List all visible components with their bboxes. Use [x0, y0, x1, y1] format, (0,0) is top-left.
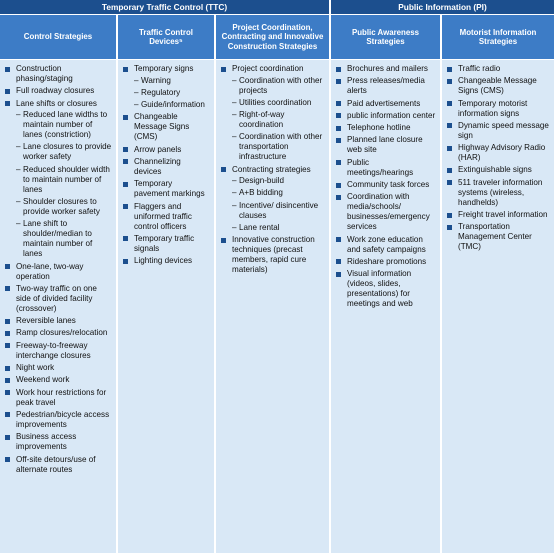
list-item-label: Channelizing devices: [134, 156, 181, 176]
list-item: [122, 157, 210, 177]
sub-list-item: – Reduced shoulder width to maintain number of lanes: [16, 165, 112, 195]
list-item: [446, 99, 550, 119]
sub-list-item: – Design-build: [232, 176, 325, 186]
list-item-label: Coordination with media/schools/ businesses/emergency services: [347, 192, 430, 232]
list-item: [335, 192, 436, 232]
list-item-label: Temporary pavement markings: [134, 179, 205, 199]
project-coordination-column: [216, 60, 329, 553]
list-item-label: Press releases/media alerts: [347, 76, 425, 96]
list-item: [4, 328, 112, 338]
list-item: [446, 222, 550, 252]
list-item-label: Freight travel information: [458, 210, 548, 220]
list-item-label: Traffic radio: [458, 64, 501, 73]
list-item-label: Work hour restrictions for peak travel: [16, 387, 107, 407]
list-item-label: Pedestrian/bicycle access improvements: [16, 409, 110, 429]
list-item: [4, 99, 112, 260]
list-item-label: Planned lane closure web site: [347, 135, 423, 155]
list-item: [335, 235, 436, 255]
list-item-label: Flaggers and uniformed traffic control officers: [134, 201, 192, 231]
list-item-label: Innovative construction techniques (precast members, rapid cure materials): [232, 235, 315, 275]
list-item-label: Weekend work: [16, 375, 70, 385]
list-item-label: Temporary traffic signals: [134, 233, 195, 253]
sub-list: [134, 76, 210, 111]
public-awareness-header: Public Awareness Strategies: [331, 15, 440, 59]
list-item: [446, 143, 550, 163]
list-item: [335, 123, 436, 133]
list-item: [4, 341, 112, 361]
list-item: [4, 375, 112, 385]
list-item-label: Transportation Management Center (TMC): [458, 222, 532, 252]
list-item: [335, 158, 436, 178]
list-item-label: Highway Advisory Radio (HAR): [458, 143, 546, 163]
motorist-information-column: [442, 60, 554, 553]
list-item: [122, 145, 210, 155]
list-item-label: Visual information (videos, slides, presentations) for meetings and web: [347, 269, 413, 309]
list-item: [4, 262, 112, 282]
list-item: [4, 86, 112, 96]
list-item-label: Telephone hotline: [347, 123, 411, 133]
sub-list-item: – Lane closures to provide worker safety: [16, 142, 112, 162]
sub-list-item: – Warning: [134, 76, 210, 86]
list-item-label: Contracting strategies: [232, 164, 311, 174]
pi-group-header: Public Information (PI): [331, 0, 554, 14]
list-item-label: Lane shifts or closures: [16, 98, 97, 108]
list-item: [335, 135, 436, 155]
motorist-information-header: Motorist Information Strategies: [442, 15, 554, 59]
public-awareness-column: [331, 60, 440, 553]
sub-list: [16, 110, 112, 259]
list-item-label: Night work: [16, 363, 55, 373]
list-item-label: Changeable Message Signs (CMS): [458, 76, 537, 96]
list-item: [335, 257, 436, 267]
list-item: [4, 410, 112, 430]
sub-list-item: – Coordination with other projects: [232, 76, 325, 96]
sub-list-item: – Shoulder closures to provide worker safety: [16, 197, 112, 217]
list-item-label: Project coordination: [232, 64, 304, 73]
list-item: [4, 316, 112, 326]
list-item: [335, 180, 436, 190]
sub-list-item: – Regulatory: [134, 88, 210, 98]
list-item-label: Brochures and mailers: [347, 64, 428, 73]
sub-list-item: – Utilities coordination: [232, 98, 325, 108]
list-item: [4, 388, 112, 408]
list-item: [122, 64, 210, 110]
list-item: [4, 64, 112, 84]
traffic-control-devices-header: Traffic Control Devices⁵: [118, 15, 214, 59]
list-item: [335, 111, 436, 121]
list-item-label: Freeway-to-freeway interchange closures: [16, 340, 91, 360]
list-item-label: Extinguishable signs: [458, 165, 532, 175]
sub-list-item: – Right-of-way coordination: [232, 110, 325, 130]
list-item: [446, 64, 550, 74]
sub-list-item: – Incentive/ disincentive clauses: [232, 201, 325, 221]
list-item-label: public information center: [347, 110, 436, 120]
list-item: [446, 165, 550, 175]
list-item-label: Community task forces: [347, 180, 430, 190]
list-item-label: Construction phasing/staging: [16, 64, 73, 83]
list-item: [4, 363, 112, 373]
list-item: [4, 432, 112, 452]
list-item: [446, 76, 550, 96]
list-item-label: Paid advertisements: [347, 98, 421, 108]
list-item: [446, 210, 550, 220]
list-item: [335, 269, 436, 309]
sub-list-item: – Lane shift to shoulder/median to maintain number of lanes: [16, 219, 112, 259]
list-item-label: Ramp closures/relocation: [16, 328, 108, 338]
list-item-label: 511 traveler information systems (wireless, handhelds): [458, 177, 543, 207]
list-item-label: Lighting devices: [134, 256, 193, 266]
list-item: [122, 202, 210, 232]
control-strategies-header: Control Strategies: [0, 15, 116, 59]
list-item: [335, 99, 436, 109]
list-item-label: Temporary motorist information signs: [458, 98, 528, 118]
list-item-label: Arrow panels: [134, 144, 182, 154]
sub-list-item: – A+B bidding: [232, 188, 325, 198]
list-item-label: Business access improvements: [16, 432, 77, 452]
list-item: [446, 178, 550, 208]
sub-list-item: – Coordination with other transportation infrastructure: [232, 132, 325, 162]
project-coordination-header: Project Coordination, Contracting and Innovative Construction Strategies: [216, 15, 329, 59]
list-item: [122, 256, 210, 266]
list-item-label: Temporary signs: [134, 64, 194, 73]
list-item: [4, 284, 112, 314]
list-item-label: Full roadway closures: [16, 86, 95, 96]
list-item-label: Changeable Message Signs (CMS): [134, 112, 190, 142]
list-item: [4, 455, 112, 475]
list-item-label: Reversible lanes: [16, 316, 76, 326]
list-item-label: Off-site detours/use of alternate routes: [16, 454, 96, 474]
list-item-label: Dynamic speed message sign: [458, 120, 549, 140]
list-item: [122, 112, 210, 142]
list-item-label: Two-way traffic on one side of divided facility (crossover): [16, 283, 97, 313]
list-item: [335, 64, 436, 74]
list-item: [220, 165, 325, 233]
list-item: [335, 76, 436, 96]
list-item: [220, 235, 325, 275]
list-item: [446, 121, 550, 141]
control-strategies-column: [0, 60, 116, 553]
list-item-label: Public meetings/hearings: [347, 157, 414, 177]
sub-list-item: – Guide/information: [134, 100, 210, 110]
list-item: [122, 179, 210, 199]
list-item-label: One-lane, two-way operation: [16, 261, 84, 281]
sub-list-item: – Lane rental: [232, 223, 325, 233]
sub-list: [232, 76, 325, 163]
list-item: [122, 234, 210, 254]
list-item-label: Work zone education and safety campaigns: [347, 234, 426, 254]
ttc-group-header: Temporary Traffic Control (TTC): [0, 0, 329, 14]
list-item-label: Rideshare promotions: [347, 256, 427, 266]
list-item: [220, 64, 325, 162]
sub-list: [232, 176, 325, 233]
sub-list-item: – Reduced lane widths to maintain number of lanes (constriction): [16, 110, 112, 140]
traffic-control-devices-column: [118, 60, 214, 553]
